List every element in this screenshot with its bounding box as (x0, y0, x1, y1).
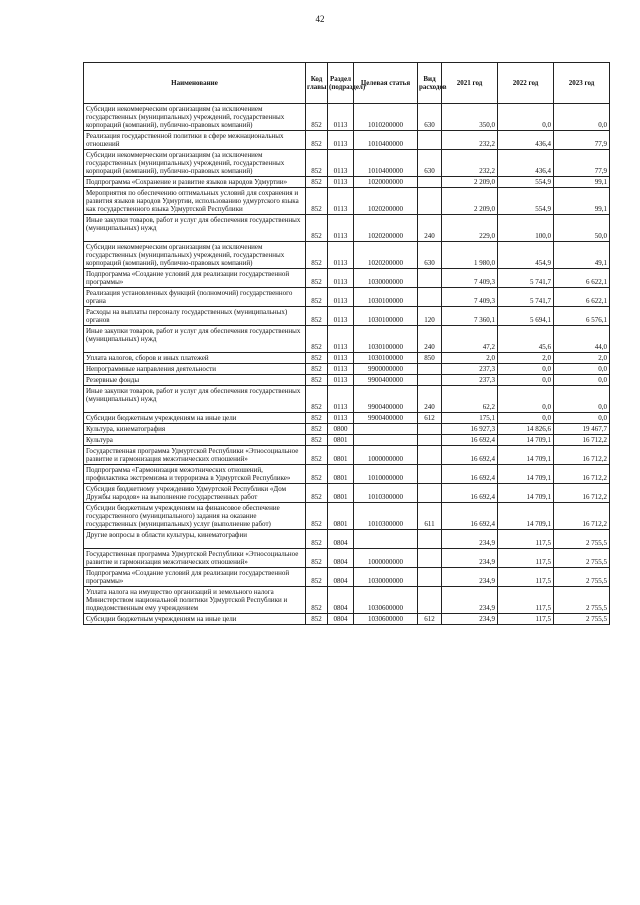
row-2022-cell: 14 709,1 (498, 484, 554, 503)
row-2021-cell: 1 980,0 (442, 242, 498, 269)
row-2021-cell: 16 692,4 (442, 446, 498, 465)
row-code-cell: 852 (306, 269, 328, 288)
row-2022-cell: 117,5 (498, 568, 554, 587)
row-2022-cell: 117,5 (498, 587, 554, 614)
table-row (84, 386, 610, 413)
row-code-cell: 852 (306, 530, 328, 549)
row-2023-cell: 0,0 (554, 386, 610, 413)
row-type-cell (418, 288, 442, 307)
row-target-cell: 1010400000 (354, 131, 418, 150)
row-2022-cell: 0,0 (498, 375, 554, 386)
row-target-cell: 1030000000 (354, 568, 418, 587)
row-code-cell: 852 (306, 104, 328, 131)
row-2023-cell: 2 755,5 (554, 614, 610, 625)
row-section-cell: 0801 (328, 465, 354, 484)
row-2022-cell: 5 741,7 (498, 269, 554, 288)
row-target-cell: 1010400000 (354, 150, 418, 177)
row-2022-cell: 117,5 (498, 549, 554, 568)
row-name-cell: Субсидия бюджетному учреждению Удмуртской Республики «Дом Дружбы народов» на выполнение государственных работ (84, 484, 306, 503)
table-row (84, 104, 610, 131)
row-target-cell: 1030000000 (354, 269, 418, 288)
row-type-cell (418, 549, 442, 568)
row-target-cell: 1010300000 (354, 484, 418, 503)
row-target-cell: 1010000000 (354, 465, 418, 484)
row-2023-cell: 0,0 (554, 375, 610, 386)
row-2021-cell: 2 209,0 (442, 177, 498, 188)
row-name-cell: Мероприятия по обеспечению оптимальных условий для сохранения и развития языков народов Удмуртии, использованию удмуртского языка как государственного языка Удмуртской Республики (84, 188, 306, 215)
row-section-cell: 0801 (328, 446, 354, 465)
row-code-cell: 852 (306, 177, 328, 188)
table-row (84, 326, 610, 353)
table-row (84, 307, 610, 326)
row-code-cell: 852 (306, 484, 328, 503)
row-name-cell: Иные закупки товаров, работ и услуг для обеспечения государственных (муниципальных) нужд (84, 326, 306, 353)
header-2021: 2021 год (442, 63, 498, 104)
row-section-cell: 0113 (328, 188, 354, 215)
row-section-cell: 0113 (328, 131, 354, 150)
row-2021-cell: 2,0 (442, 353, 498, 364)
row-2021-cell: 16 692,4 (442, 465, 498, 484)
row-type-cell: 630 (418, 150, 442, 177)
row-type-cell (418, 269, 442, 288)
row-section-cell: 0113 (328, 307, 354, 326)
table-row (84, 568, 610, 587)
row-2023-cell: 19 467,7 (554, 424, 610, 435)
row-2023-cell: 0,0 (554, 413, 610, 424)
row-2021-cell: 232,2 (442, 150, 498, 177)
row-2023-cell: 0,0 (554, 104, 610, 131)
row-name-cell: Реализация установленных функций (полномочий) государственного органа (84, 288, 306, 307)
row-name-cell: Государственная программа Удмуртской Республики «Этносоциальное развитие и гармонизация межэтнических отношений» (84, 549, 306, 568)
row-2021-cell: 16 692,4 (442, 484, 498, 503)
row-target-cell: 1020200000 (354, 215, 418, 242)
row-target-cell: 1030100000 (354, 326, 418, 353)
row-2021-cell: 229,0 (442, 215, 498, 242)
row-section-cell: 0801 (328, 435, 354, 446)
row-name-cell: Субсидии некоммерческим организациям (за исключением государственных (муниципальных) учреждений, государственных корпораций (компаний), публично-правовых компаний) (84, 150, 306, 177)
row-2022-cell: 554,9 (498, 177, 554, 188)
row-name-cell: Иные закупки товаров, работ и услуг для обеспечения государственных (муниципальных) нужд (84, 215, 306, 242)
row-name-cell: Иные закупки товаров, работ и услуг для обеспечения государственных (муниципальных) нужд (84, 386, 306, 413)
row-2023-cell: 44,0 (554, 326, 610, 353)
row-code-cell: 852 (306, 375, 328, 386)
row-code-cell: 852 (306, 364, 328, 375)
table-row (84, 288, 610, 307)
row-2022-cell: 2,0 (498, 353, 554, 364)
header-2023: 2023 год (554, 63, 610, 104)
row-code-cell: 852 (306, 446, 328, 465)
table-row (84, 269, 610, 288)
row-section-cell: 0113 (328, 375, 354, 386)
table-row (84, 435, 610, 446)
row-target-cell: 1020200000 (354, 188, 418, 215)
row-name-cell: Подпрограмма «Гармонизация межэтнических отношений, профилактика экстремизма и терроризма в Удмуртской Республике» (84, 465, 306, 484)
row-section-cell: 0113 (328, 242, 354, 269)
row-2023-cell: 2 755,5 (554, 587, 610, 614)
row-type-cell: 240 (418, 386, 442, 413)
row-name-cell: Субсидии некоммерческим организациям (за исключением государственных (муниципальных) учреждений, государственных корпораций (компаний), публично-правовых компаний) (84, 104, 306, 131)
table-row (84, 465, 610, 484)
row-target-cell (354, 530, 418, 549)
row-2022-cell: 5 694,1 (498, 307, 554, 326)
row-name-cell: Подпрограмма «Создание условий для реализации государственной программы» (84, 568, 306, 587)
row-2023-cell: 2 755,5 (554, 568, 610, 587)
row-section-cell: 0804 (328, 614, 354, 625)
row-type-cell: 120 (418, 307, 442, 326)
row-2022-cell: 554,9 (498, 188, 554, 215)
row-2023-cell: 2,0 (554, 353, 610, 364)
row-type-cell (418, 530, 442, 549)
row-2023-cell: 77,9 (554, 150, 610, 177)
row-name-cell: Расходы на выплаты персоналу государственных (муниципальных) органов (84, 307, 306, 326)
row-code-cell: 852 (306, 465, 328, 484)
row-section-cell: 0804 (328, 587, 354, 614)
row-code-cell: 852 (306, 614, 328, 625)
row-code-cell: 852 (306, 424, 328, 435)
row-code-cell: 852 (306, 587, 328, 614)
row-section-cell: 0801 (328, 484, 354, 503)
row-section-cell: 0113 (328, 364, 354, 375)
row-2023-cell: 16 712,2 (554, 446, 610, 465)
row-2021-cell: 175,1 (442, 413, 498, 424)
row-2022-cell: 0,0 (498, 386, 554, 413)
row-2021-cell: 47,2 (442, 326, 498, 353)
row-2022-cell: 436,4 (498, 131, 554, 150)
row-2021-cell: 16 927,3 (442, 424, 498, 435)
row-2021-cell: 237,3 (442, 375, 498, 386)
row-2023-cell: 49,1 (554, 242, 610, 269)
row-2023-cell: 16 712,2 (554, 484, 610, 503)
row-2023-cell: 77,9 (554, 131, 610, 150)
row-section-cell: 0113 (328, 288, 354, 307)
row-section-cell: 0804 (328, 568, 354, 587)
row-name-cell: Субсидии бюджетным учреждениям на иные цели (84, 614, 306, 625)
row-target-cell: 9900400000 (354, 413, 418, 424)
row-type-cell (418, 375, 442, 386)
row-name-cell: Субсидии некоммерческим организациям (за исключением государственных (муниципальных) учреждений, государственных корпораций (компаний), публично-правовых компаний) (84, 242, 306, 269)
row-name-cell: Подпрограмма «Сохранение и развитие языков народов Удмуртии» (84, 177, 306, 188)
row-name-cell: Уплата налога на имущество организаций и земельного налога Министерством национальной политики Удмуртской Республики и подведомственным ему учреждением (84, 587, 306, 614)
row-type-cell: 850 (418, 353, 442, 364)
row-2023-cell: 2 755,5 (554, 549, 610, 568)
row-name-cell: Культура (84, 435, 306, 446)
row-section-cell: 0804 (328, 549, 354, 568)
row-2022-cell: 454,9 (498, 242, 554, 269)
row-name-cell: Культура, кинематография (84, 424, 306, 435)
row-target-cell: 1030600000 (354, 587, 418, 614)
row-section-cell: 0113 (328, 353, 354, 364)
row-section-cell: 0113 (328, 413, 354, 424)
row-section-cell: 0113 (328, 104, 354, 131)
row-2023-cell: 16 712,2 (554, 435, 610, 446)
row-target-cell: 1010300000 (354, 503, 418, 530)
row-code-cell: 852 (306, 326, 328, 353)
row-name-cell: Субсидии бюджетным учреждениям на финансовое обеспечение государственного (муниципального) задания на оказание государственных (муниципальных) услуг (выполнение работ) (84, 503, 306, 530)
row-2023-cell: 6 622,1 (554, 288, 610, 307)
row-target-cell: 1020000000 (354, 177, 418, 188)
row-2021-cell: 234,9 (442, 614, 498, 625)
row-name-cell: Другие вопросы в области культуры, кинематографии (84, 530, 306, 549)
row-code-cell: 852 (306, 386, 328, 413)
row-2023-cell: 0,0 (554, 364, 610, 375)
row-2023-cell: 16 712,2 (554, 465, 610, 484)
row-type-cell: 612 (418, 614, 442, 625)
row-type-cell (418, 435, 442, 446)
row-name-cell: Субсидии бюджетным учреждениям на иные цели (84, 413, 306, 424)
row-code-cell: 852 (306, 503, 328, 530)
row-2022-cell: 5 741,7 (498, 288, 554, 307)
row-code-cell: 852 (306, 435, 328, 446)
row-2022-cell: 0,0 (498, 364, 554, 375)
header-name: Наименование (84, 63, 306, 104)
row-2021-cell: 350,0 (442, 104, 498, 131)
row-type-cell (418, 568, 442, 587)
row-name-cell: Непрограммные направления деятельности (84, 364, 306, 375)
row-target-cell: 1000000000 (354, 446, 418, 465)
table-row (84, 587, 610, 614)
row-2021-cell: 62,2 (442, 386, 498, 413)
row-2021-cell: 237,3 (442, 364, 498, 375)
row-section-cell: 0804 (328, 530, 354, 549)
row-2021-cell: 7 409,3 (442, 269, 498, 288)
table-row (84, 484, 610, 503)
row-2022-cell: 14 826,6 (498, 424, 554, 435)
row-section-cell: 0801 (328, 503, 354, 530)
table-row (84, 413, 610, 424)
row-type-cell (418, 424, 442, 435)
row-2022-cell: 100,0 (498, 215, 554, 242)
row-2023-cell: 2 755,5 (554, 530, 610, 549)
row-2023-cell: 50,0 (554, 215, 610, 242)
row-type-cell: 630 (418, 242, 442, 269)
table-row (84, 375, 610, 386)
row-section-cell: 0113 (328, 386, 354, 413)
row-target-cell (354, 424, 418, 435)
row-2023-cell: 16 712,2 (554, 503, 610, 530)
row-code-cell: 852 (306, 568, 328, 587)
row-2021-cell: 234,9 (442, 587, 498, 614)
row-code-cell: 852 (306, 413, 328, 424)
table-row (84, 530, 610, 549)
table-row (84, 353, 610, 364)
row-type-cell: 240 (418, 326, 442, 353)
row-2021-cell: 234,9 (442, 549, 498, 568)
row-2021-cell: 2 209,0 (442, 188, 498, 215)
table-row (84, 364, 610, 375)
table-row (84, 215, 610, 242)
header-target: Целевая статья (354, 63, 418, 104)
row-2022-cell: 117,5 (498, 530, 554, 549)
table-row (84, 549, 610, 568)
row-target-cell: 1010200000 (354, 104, 418, 131)
row-target-cell: 1030600000 (354, 614, 418, 625)
row-2023-cell: 6 576,1 (554, 307, 610, 326)
row-section-cell: 0113 (328, 177, 354, 188)
row-2022-cell: 436,4 (498, 150, 554, 177)
row-type-cell: 240 (418, 215, 442, 242)
budget-table (83, 62, 610, 625)
row-2021-cell: 7 409,3 (442, 288, 498, 307)
row-target-cell: 9900000000 (354, 364, 418, 375)
row-2021-cell: 234,9 (442, 530, 498, 549)
row-2022-cell: 45,6 (498, 326, 554, 353)
header-2022: 2022 год (498, 63, 554, 104)
row-name-cell: Государственная программа Удмуртской Республики «Этносоциальное развитие и гармонизация межэтнических отношений» (84, 446, 306, 465)
row-code-cell: 852 (306, 188, 328, 215)
row-target-cell: 9900400000 (354, 386, 418, 413)
table-row (84, 424, 610, 435)
row-target-cell: 1030100000 (354, 307, 418, 326)
row-name-cell: Подпрограмма «Создание условий для реализации государственной программы» (84, 269, 306, 288)
row-type-cell (418, 484, 442, 503)
row-type-cell: 630 (418, 104, 442, 131)
row-name-cell: Реализация государственной политики в сфере межнациональных отношений (84, 131, 306, 150)
row-type-cell (418, 364, 442, 375)
header-code: Код главы (306, 63, 328, 104)
row-target-cell: 1000000000 (354, 549, 418, 568)
row-2022-cell: 0,0 (498, 413, 554, 424)
table-row (84, 177, 610, 188)
row-section-cell: 0113 (328, 150, 354, 177)
row-code-cell: 852 (306, 307, 328, 326)
table-row (84, 242, 610, 269)
row-code-cell: 852 (306, 288, 328, 307)
row-type-cell (418, 446, 442, 465)
row-2023-cell: 99,1 (554, 188, 610, 215)
row-code-cell: 852 (306, 353, 328, 364)
row-2022-cell: 14 709,1 (498, 446, 554, 465)
row-section-cell: 0113 (328, 326, 354, 353)
row-2022-cell: 117,5 (498, 614, 554, 625)
table-row (84, 188, 610, 215)
row-code-cell: 852 (306, 131, 328, 150)
row-2022-cell: 0,0 (498, 104, 554, 131)
row-2023-cell: 99,1 (554, 177, 610, 188)
row-2023-cell: 6 622,1 (554, 269, 610, 288)
table-row (84, 446, 610, 465)
row-code-cell: 852 (306, 549, 328, 568)
row-2022-cell: 14 709,1 (498, 435, 554, 446)
table-row (84, 150, 610, 177)
row-target-cell: 1030100000 (354, 288, 418, 307)
row-2021-cell: 7 360,1 (442, 307, 498, 326)
row-target-cell (354, 435, 418, 446)
table-row (84, 614, 610, 625)
row-target-cell: 1020200000 (354, 242, 418, 269)
row-type-cell (418, 177, 442, 188)
row-target-cell: 1030100000 (354, 353, 418, 364)
row-2021-cell: 234,9 (442, 568, 498, 587)
row-code-cell: 852 (306, 215, 328, 242)
row-2022-cell: 14 709,1 (498, 465, 554, 484)
row-section-cell: 0800 (328, 424, 354, 435)
header-section: Раздел (подраздел) (328, 63, 354, 104)
row-2021-cell: 16 692,4 (442, 435, 498, 446)
row-type-cell: 612 (418, 413, 442, 424)
row-type-cell (418, 188, 442, 215)
row-name-cell: Уплата налогов, сборов и иных платежей (84, 353, 306, 364)
row-section-cell: 0113 (328, 215, 354, 242)
row-type-cell (418, 131, 442, 150)
row-name-cell: Резервные фонды (84, 375, 306, 386)
row-type-cell (418, 587, 442, 614)
row-type-cell: 611 (418, 503, 442, 530)
table-row (84, 503, 610, 530)
row-type-cell (418, 465, 442, 484)
page-number: 42 (315, 14, 325, 24)
table-row (84, 131, 610, 150)
row-2021-cell: 16 692,4 (442, 503, 498, 530)
row-2022-cell: 14 709,1 (498, 503, 554, 530)
row-code-cell: 852 (306, 242, 328, 269)
row-target-cell: 9900400000 (354, 375, 418, 386)
table-body (84, 104, 610, 625)
row-section-cell: 0113 (328, 269, 354, 288)
header-type: Вид расходов (418, 63, 442, 104)
table-header-row (84, 63, 610, 104)
row-code-cell: 852 (306, 150, 328, 177)
row-2021-cell: 232,2 (442, 131, 498, 150)
